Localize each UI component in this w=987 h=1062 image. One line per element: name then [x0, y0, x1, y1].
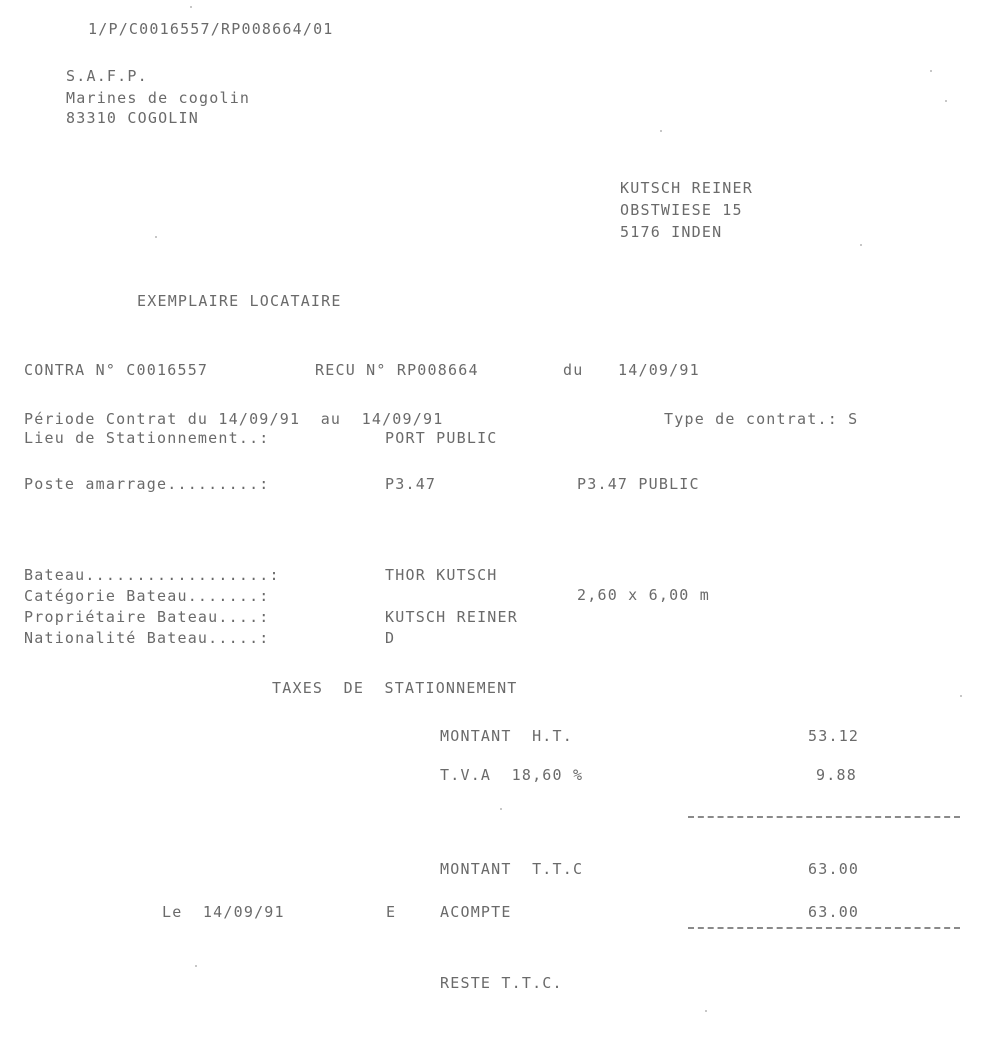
scan-speck	[190, 6, 192, 8]
recipient-city: 5176 INDEN	[620, 223, 723, 241]
sender-line3: 83310 COGOLIN	[66, 109, 199, 127]
reste-label: RESTE T.T.C.	[440, 974, 563, 992]
boat-nationality: D	[385, 629, 396, 647]
acompte-value: 63.00	[808, 903, 860, 921]
receipt-du: du	[563, 361, 584, 379]
amount-ht-value: 53.12	[808, 727, 860, 745]
boat-owner-label: Propriétaire Bateau....:	[24, 608, 270, 626]
tva-value: 9.88	[816, 766, 857, 784]
recipient-street: OBSTWIESE 15	[620, 201, 743, 219]
boat-name: THOR KUTSCH	[385, 566, 498, 584]
boat-nationality-label: Nationalité Bateau.....:	[24, 629, 270, 647]
amount-ht-label: MONTANT H.T.	[440, 727, 573, 745]
scan-speck	[155, 236, 157, 238]
scan-speck	[195, 965, 197, 967]
scan-speck	[705, 1010, 707, 1012]
scan-speck	[930, 70, 932, 72]
payment-date: Le 14/09/91	[162, 903, 285, 921]
scan-speck	[660, 130, 662, 132]
boat-label: Bateau..................:	[24, 566, 280, 584]
scan-speck	[945, 100, 947, 102]
contract-period: Période Contrat du 14/09/91 au 14/09/91	[24, 410, 444, 428]
location-value: PORT PUBLIC	[385, 429, 498, 447]
receipt-number: RECU N° RP008664	[315, 361, 479, 379]
boat-owner: KUTSCH REINER	[385, 608, 518, 626]
mooring-label: Poste amarrage.........:	[24, 475, 270, 493]
separator-line	[688, 816, 960, 818]
boat-category-label: Catégorie Bateau.......:	[24, 587, 270, 605]
scan-speck	[960, 695, 962, 697]
copy-label: EXEMPLAIRE LOCATAIRE	[137, 292, 342, 310]
amount-ttc-label: MONTANT T.T.C	[440, 860, 584, 878]
recipient-name: KUTSCH REINER	[620, 179, 753, 197]
tva-label: T.V.A 18,60 %	[440, 766, 584, 784]
scan-speck	[500, 808, 502, 810]
mooring-code: P3.47	[385, 475, 437, 493]
scan-speck	[860, 244, 862, 246]
receipt-date: 14/09/91	[618, 361, 700, 379]
contract-number: CONTRA N° C0016557	[24, 361, 209, 379]
boat-dimensions: 2,60 x 6,00 m	[577, 586, 710, 604]
reference-number: 1/P/C0016557/RP008664/01	[88, 20, 334, 38]
mooring-desc: P3.47 PUBLIC	[577, 475, 700, 493]
amount-ttc-value: 63.00	[808, 860, 860, 878]
payment-mode: E	[386, 903, 397, 921]
sender-line2: Marines de cogolin	[66, 89, 251, 107]
location-label: Lieu de Stationnement..:	[24, 429, 270, 447]
acompte-label: ACOMPTE	[440, 903, 512, 921]
sender-name: S.A.F.P.	[66, 67, 148, 85]
taxes-title: TAXES DE STATIONNEMENT	[272, 679, 518, 697]
separator-line	[688, 927, 960, 929]
contract-type: Type de contrat.: S	[664, 410, 859, 428]
